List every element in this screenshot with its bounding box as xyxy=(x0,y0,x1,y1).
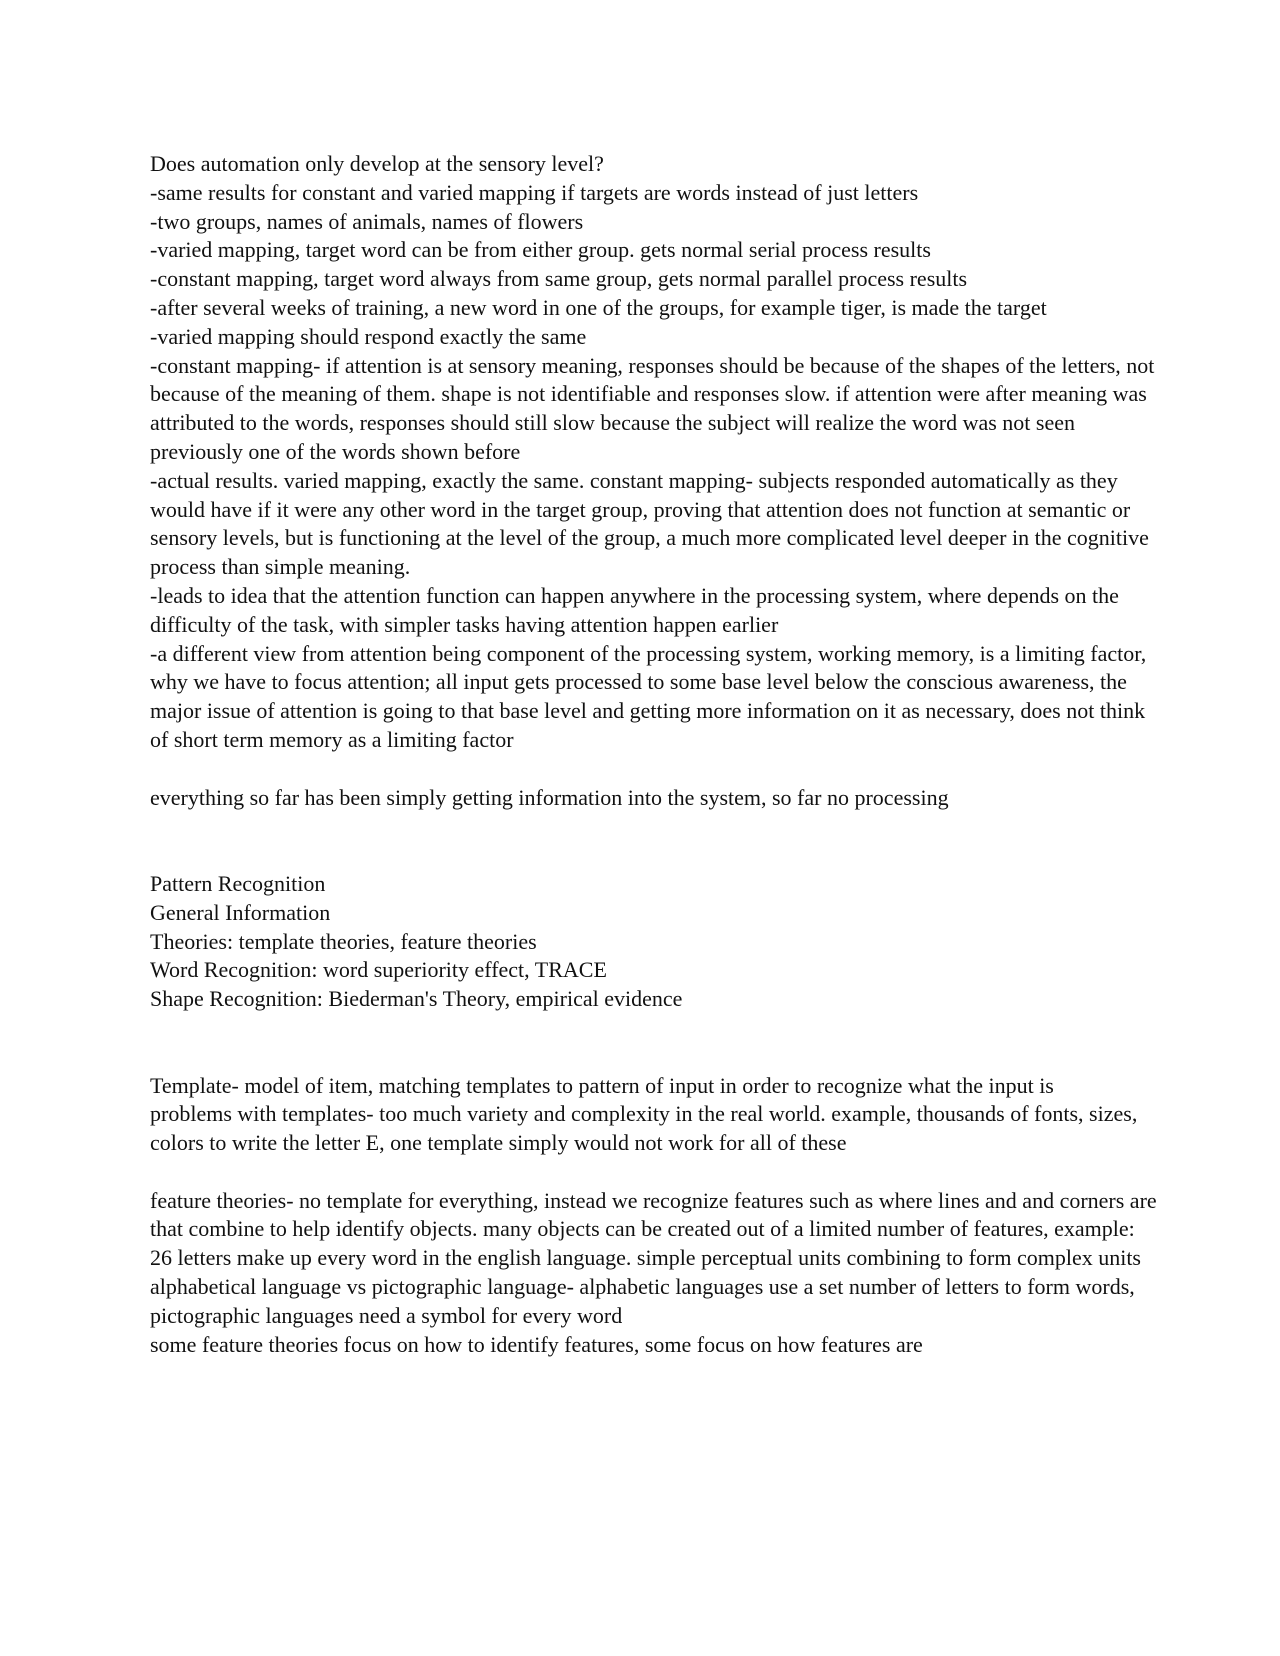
heading-automation-question: Does automation only develop at the sensory level? xyxy=(150,151,604,176)
note-line: Template- model of item, matching templates to pattern of input in order to recognize what the input is xyxy=(150,1072,1054,1098)
outline-item: Word Recognition: word superiority effect, TRACE xyxy=(150,957,607,983)
feature-theory-notes xyxy=(150,1187,1160,1360)
note-line: -same results for constant and varied mapping if targets are words instead of just letters xyxy=(150,179,919,205)
note-line: problems with templates- too much variety and complexity in the real world. example, thousands of fonts, sizes, colors to write the letter E, one template simply would not work for all of these xyxy=(150,1101,1138,1156)
note-line: -after several weeks of training, a new word in one of the groups, for example tiger, is made the target xyxy=(150,294,1047,320)
spacer xyxy=(150,1158,1160,1187)
note-line: some feature theories focus on how to identify features, some focus on how features are xyxy=(150,1331,923,1357)
note-line: -varied mapping should respond exactly the same xyxy=(150,323,587,349)
template-theory-notes xyxy=(150,1072,1160,1158)
pattern-recognition-outline xyxy=(150,870,1160,1014)
outline-item: Shape Recognition: Biederman's Theory, empirical evidence xyxy=(150,986,683,1012)
note-line: -leads to idea that the attention function can happen anywhere in the processing system, where depends on the difficulty of the task, with simpler tasks having attention happen earlier xyxy=(150,582,1119,637)
note-line: -two groups, names of animals, names of flowers xyxy=(150,208,584,234)
note-line: -constant mapping- if attention is at sensory meaning, responses should be because of the shapes of the letters, not because of the meaning of them. shape is not identifiable and responses slow. if attention were after meaning was attributed to the words, responses should still slow because the subject will realize the word was not seen previously one of the words shown before xyxy=(150,352,1155,464)
spacer xyxy=(150,812,1160,841)
spacer xyxy=(150,1043,1160,1072)
spacer xyxy=(150,755,1160,784)
note-line: -varied mapping, target word can be from either group. gets normal serial process results xyxy=(150,237,931,263)
note-line: -constant mapping, target word always from same group, gets normal parallel process results xyxy=(150,266,968,292)
outline-item: Theories: template theories, feature theories xyxy=(150,928,537,954)
note-line: -a different view from attention being component of the processing system, working memory, is a limiting factor, why we have to focus attention; all input gets processed to some base level below the conscious awareness, the major issue of attention is going to that base level and getting more information on it as necessary, does not think of short term memory as a limiting factor xyxy=(150,640,1147,752)
summary-note xyxy=(150,784,1160,813)
spacer xyxy=(150,841,1160,870)
spacer xyxy=(150,1014,1160,1043)
outline-title: Pattern Recognition xyxy=(150,870,326,896)
summary-line: everything so far has been simply getting information into the system, so far no processing xyxy=(150,784,949,810)
outline-item: General Information xyxy=(150,899,331,925)
note-line: feature theories- no template for everything, instead we recognize features such as where lines and and corners are that combine to help identify objects. many objects can be created out of a limited number of features, example: 26 letters make up every word in the english language. simple perceptual units combining to form complex units xyxy=(150,1187,1157,1271)
note-line: -actual results. varied mapping, exactly the same. constant mapping- subjects responded automatically as they would have if it were any other word in the target group, proving that attention does not function at semantic or sensory levels, but is functioning at the level of the group, a much more complicated level deeper in the cognitive process than simple meaning. xyxy=(150,467,1149,580)
note-line: alphabetical language vs pictographic language- alphabetic languages use a set number of letters to form words, pictographic languages need a symbol for every word xyxy=(150,1274,1135,1328)
automation-notes xyxy=(150,150,1160,755)
